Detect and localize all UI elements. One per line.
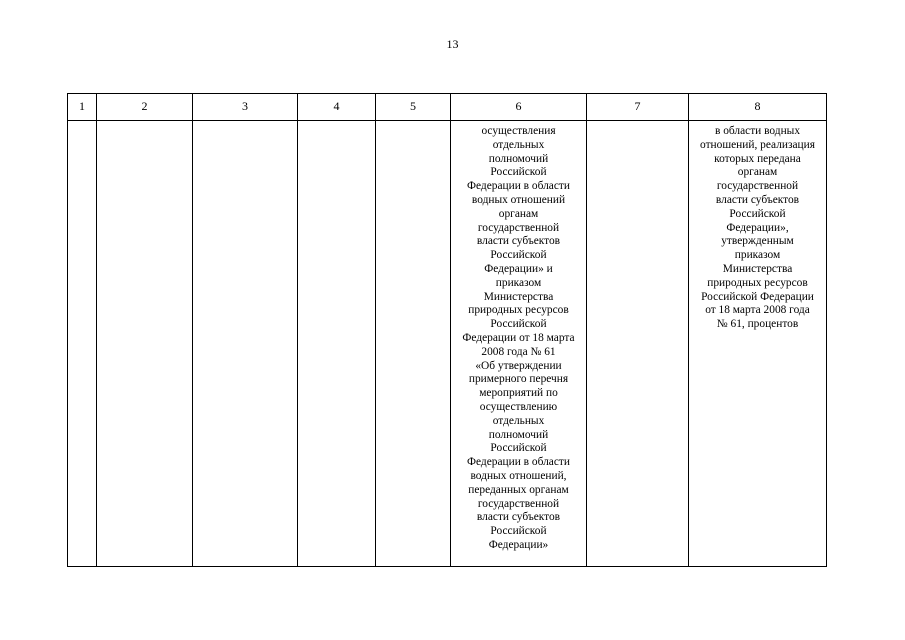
column-header-5: 5	[376, 94, 451, 121]
cell-col-4-text	[298, 121, 375, 125]
column-header-7: 7	[587, 94, 689, 121]
table-header-row	[68, 94, 827, 121]
page-number: 13	[446, 37, 459, 51]
column-header-3: 3	[193, 94, 298, 121]
cell-col-8	[689, 121, 827, 567]
cell-col-5	[376, 121, 451, 567]
cell-col-7-text	[587, 121, 688, 125]
column-header-2: 2	[97, 94, 193, 121]
cell-col-3	[193, 121, 298, 567]
table-row	[68, 121, 827, 567]
column-header-6: 6	[451, 94, 587, 121]
cell-col-4	[298, 121, 376, 567]
cell-col-3-text	[193, 121, 297, 125]
cell-col-1-text	[68, 121, 96, 125]
cell-col-1	[68, 121, 97, 567]
cell-col-5-text	[376, 121, 450, 125]
cell-col-2-text	[97, 121, 192, 125]
cell-col-2	[97, 121, 193, 567]
cell-col-6	[451, 121, 587, 567]
cell-col-8-text: в области водных отношений, реализация которых передана органам государственной власти субъектов Российской Федерации», утвержденным приказом Министерства природных ресурсов Российской Федерации от 18 марта 2008 года № 61, процентов	[700, 125, 815, 331]
document-table	[67, 93, 827, 567]
cell-col-7	[587, 121, 689, 567]
column-header-4: 4	[298, 94, 376, 121]
column-header-8: 8	[689, 94, 827, 121]
column-header-1: 1	[68, 94, 97, 121]
cell-col-6-text: осуществления отдельных полномочий Российской Федерации в области водных отношений органам государственной власти субъектов Российской Федерации» и приказом Министерства природных ресурсов Российской Федерации от 18 марта 2008 года № 61 «Об утверждении примерного перечня мероприятий по осуществлению отдельных полномочий Российской Федерации в области водных отношений, переданных органам государственной власти субъектов Российской Федерации»	[462, 125, 575, 551]
